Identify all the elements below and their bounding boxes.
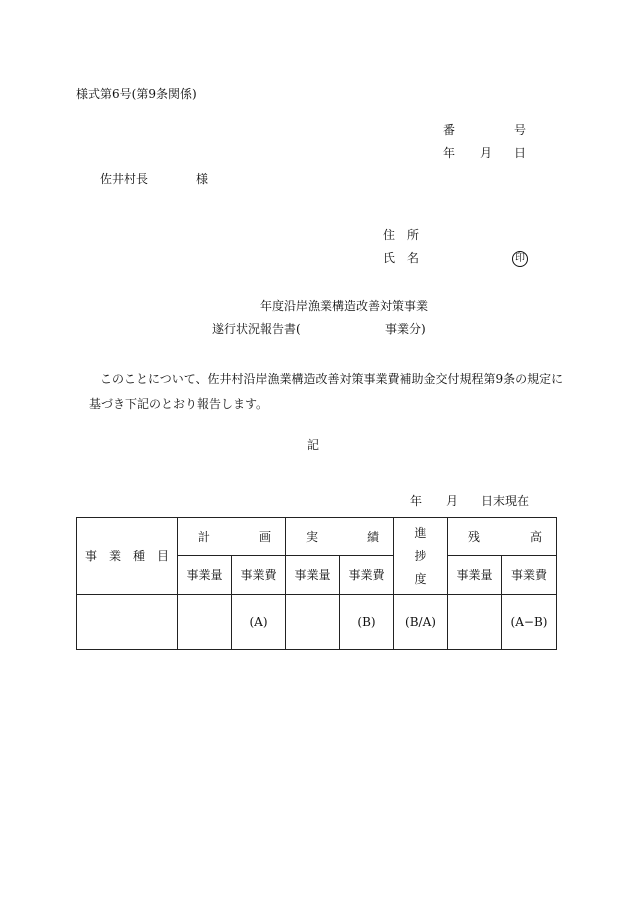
addressee-honorific: 様 [196,172,209,186]
row-progress-cell: (B/A) [394,595,448,650]
seal-mark [512,250,528,267]
seal-icon: 印 [512,251,528,267]
row-remaining-qty-cell [448,595,502,650]
report-table [76,517,557,650]
actual-cost-header: 事業費 [340,556,394,595]
remaining-char: 高 [529,529,542,544]
title-line1: 年度沿岸漁業構造改善対策事業 [260,299,429,313]
date-nen: 年 [410,494,423,508]
date-tsuki: 月 [446,494,459,508]
form-number: 様式第6号(第9条関係) [76,87,197,101]
progress-char: 度 [414,572,427,586]
address-label-ju: 住 [383,228,396,242]
plan-char: 画 [258,529,271,544]
header-nen: 年 [443,146,456,160]
project-type-char: 事 [85,549,98,563]
header-tsuki: 月 [480,146,493,160]
name-label-mei: 名 [407,251,420,265]
header-project-type [77,518,178,595]
progress-char: 進 [414,526,427,540]
row-plan-qty-cell [178,595,232,650]
plan-cost-header: 事業費 [232,556,286,595]
project-type-char: 種 [132,549,145,563]
date-suffix: 日末現在 [481,494,530,508]
row-plan-cost-cell: (A) [232,595,286,650]
plan-char: 計 [198,529,211,544]
actual-qty-header: 事業量 [286,556,340,595]
header-actual [286,518,394,556]
header-go: 号 [514,123,527,137]
progress-char: 捗 [414,549,427,563]
addressee-name: 佐井村長 [100,172,149,186]
header-remaining [448,518,557,556]
remaining-qty-header: 事業量 [448,556,502,595]
actual-char: 績 [366,529,379,544]
row-actual-qty-cell [286,595,340,650]
body-line1: このことについて、佐井村沿岸漁業構造改善対策事業費補助金交付規程第9条の規定に [100,372,564,386]
title-line2-prefix: 遂行状況報告書( [212,322,301,336]
row-project-type-cell [77,595,178,650]
title-line2-suffix: 事業分) [385,322,426,336]
row-remaining-cost-cell: (A−B) [502,595,557,650]
header-progress [394,518,448,595]
header-hi: 日 [514,146,527,160]
header-plan [178,518,286,556]
name-label-shi: 氏 [383,251,396,265]
actual-char: 実 [306,529,319,544]
address-label-sho: 所 [407,228,420,242]
project-type-char: 業 [108,549,121,563]
row-actual-cost-cell: (B) [340,595,394,650]
header-ban: 番 [443,123,456,137]
plan-qty-header: 事業量 [178,556,232,595]
remaining-char: 残 [468,529,481,544]
remaining-cost-header: 事業費 [502,556,557,595]
project-type-char: 目 [156,549,169,563]
body-line2: 基づき下記のとおり報告します。 [89,397,269,411]
ki-heading: 記 [307,438,320,452]
